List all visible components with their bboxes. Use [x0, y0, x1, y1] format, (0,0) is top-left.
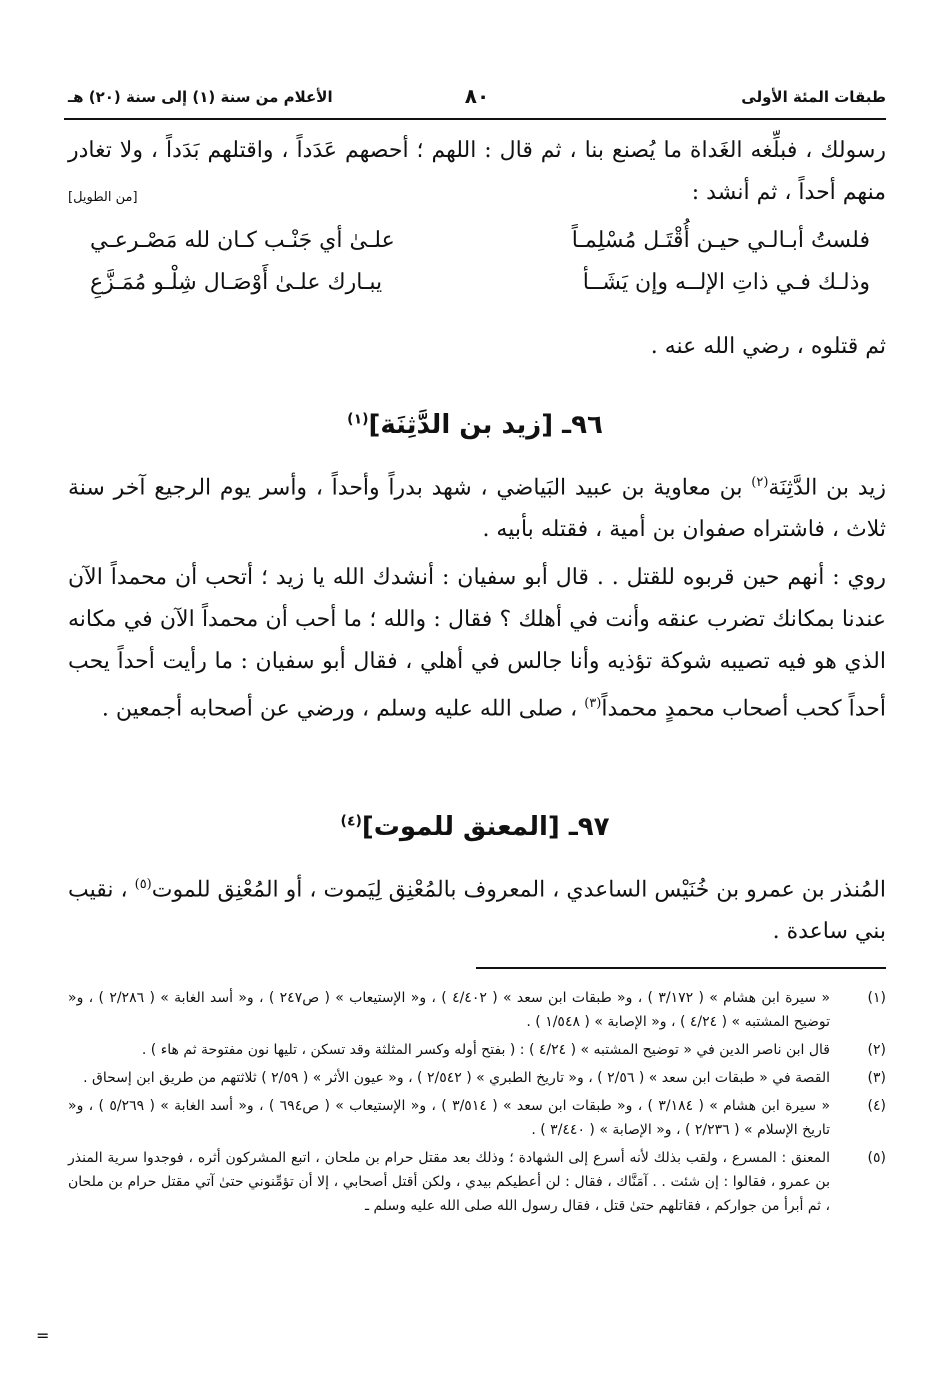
- footnote-5: [68, 1146, 886, 1218]
- footnote-number: (٢): [867, 1042, 886, 1058]
- paragraph-conclusion: ثم قتلوه ، رضي الله عنه .: [650, 334, 886, 359]
- entry-96-intro-text: بن معاوية بن عبيد البَياضي ، شهد بدراً وأحداً ، وأسر يوم الرجيع آخر سنة ثلاث ، فاشتراه صفوان بن أمية ، فقتله بأبيه .: [68, 475, 886, 543]
- footnote-text: القصة في « طبقات ابن سعد » ( ٢/٥٦ ) ، و« تاريخ الطبري » ( ٢/٥٤٢ ) ، و« عيون الأثر » ( ٢/٥٩ ) ثلاثتهم من طريق ابن إسحاق .: [83, 1070, 830, 1086]
- entry-97-intro: [68, 864, 886, 953]
- verse-1-second-hemistich: علـىٰ أي جَنْـب كـان لله مَصْـرعـي: [90, 228, 395, 253]
- margin-mark: =: [36, 1326, 50, 1345]
- header-rule: [64, 118, 886, 120]
- footnote-2: [68, 1038, 886, 1062]
- footnote-ref-5: (٥): [134, 877, 152, 892]
- footnote-ref-2: (٢): [751, 475, 769, 490]
- verse-2-second-hemistich: يبـارك علـىٰ أَوْصَـال شِلْـو مُمَـزَّعِ: [90, 270, 383, 295]
- entry-97-intro-end: ، نقيب بني ساعدة .: [68, 877, 886, 945]
- footnote-number: (٥): [867, 1150, 886, 1166]
- meter-tag: [من الطويل]: [68, 190, 138, 205]
- footnote-ref-1: (١): [347, 411, 369, 428]
- entry-96-intro-name: زيد بن الدَّثِنَة: [768, 475, 887, 501]
- footnote-text: المعنق : المسرع ، ولقب بذلك لأنه أسرع إلى الشهادة ؛ وذلك بعد مقتل حرام بن ملحان ، اتبع المشركون أثره ، فوجدوا سرية المنذر بن عمرو ، فقالوا : إن شئت . . آمَنَّاك ، فقال : لن أعطيكم بيدي ، ولكن أقتل أصحابي ، إلا أن تؤمِّنوني حتىٰ آتي مقتل حرام بن ملحان ، ثم أبرأ من جواركم ، فقاتلهم حتىٰ قتل ، فقال رسول الله صلى الله عليه وسلم ـ: [68, 1150, 830, 1214]
- entry-96-narration: [68, 557, 886, 730]
- entry-96-heading: [0, 410, 950, 440]
- paragraph-prayer: رسولك ، فبلِّغه الغَداة ما يُصنع بنا ، ثم قال : اللهم ؛ أحصهم عَدَداً ، واقتلهم بَدَداً ، ولا تغادر منهم أحداً ، ثم أنشد :: [68, 138, 886, 205]
- footnote-number: (٣): [867, 1070, 886, 1086]
- running-header: [68, 84, 886, 116]
- footnote-text: « سيرة ابن هشام » ( ٣/١٨٤ ) ، و« طبقات ابن سعد » ( ٣/٥١٤ ) ، و« الإستيعاب » ( ص٦٩٤ ) ، و« أسد الغابة » ( ٥/٢٦٩ ) ، و« تاريخ الإسلام » ( ٢/٢٣٦ ) ، و« الإصابة » ( ٣/٤٤٠ ) .: [68, 1098, 831, 1138]
- footnote-ref-4: (٤): [340, 813, 362, 830]
- verse-1-first-hemistich: فلستُ أبـالـي حيـن أُقْتَـل مُسْلِمـاً: [571, 228, 870, 253]
- footnote-1: [68, 986, 886, 1034]
- footnotes: [68, 986, 886, 1222]
- entry-97-heading: [0, 812, 950, 842]
- footnote-ref-3: (٣): [584, 696, 602, 711]
- entry-97-intro-text: المُنذر بن عمرو بن خُنَيْس الساعدي ، المعروف بالمُعْنِق لِيَموت ، أو المُعْنِق للموت: [151, 877, 886, 903]
- entry-96-intro: [68, 462, 886, 551]
- poem: [90, 228, 870, 308]
- footnote-3: [68, 1066, 886, 1090]
- entry-96-narration-text: روي : أنهم حين قربوه للقتل . . قال أبو سفيان : أنشدك الله يا زيد ؛ أتحب أن محمداً الآن عندنا بمكانك تضرب عنقه وأنت في أهلك ؟ فقال : والله ؛ ما أحب أن محمداً الآن في مكانه الذي هو فيه تصيبه شوكة تؤذيه وأنا جالس في أهلي ، فقال أبو سفيان : ما رأيت أحداً يحب أحداً كحب أصحاب محمدٍ محمداً: [68, 565, 886, 722]
- entry-96-title: ٩٦ـ [زيد بن الدَّثِنَة]: [368, 410, 603, 440]
- footnote-rule: [476, 967, 886, 969]
- verse-2-first-hemistich: وذلـك فـي ذاتِ الإلــه وإن يَشَــأ: [582, 270, 870, 295]
- footnote-4: [68, 1094, 886, 1142]
- footnote-number: (٤): [867, 1098, 886, 1114]
- header-book-title: طبقات المئة الأولى: [741, 88, 886, 106]
- page-number: ٨٠: [464, 84, 490, 108]
- entry-96-narration-end: ، صلى الله عليه وسلم ، ورضي عن أصحابه أجمعين .: [101, 696, 585, 722]
- entry-97-title: ٩٧ـ [المعنق للموت]: [361, 812, 610, 842]
- footnote-text: « سيرة ابن هشام » ( ٣/١٧٢ ) ، و« طبقات ابن سعد » ( ٤/٤٠٢ ) ، و« الإستيعاب » ( ص٢٤٧ ) ، و« أسد الغابة » ( ٢/٢٨٦ ) ، و« توضيح المشتبه » ( ٤/٢٤ ) ، و« الإصابة » ( ١/٥٤٨ ) .: [68, 990, 831, 1030]
- header-section-title: الأعلام من سنة (١) إلى سنة (٢٠) هـ: [68, 88, 333, 106]
- footnote-text: قال ابن ناصر الدين في « توضيح المشتبه » ( ٤/٢٤ ) : ( بفتح أوله وكسر المثلثة وقد تسكن ، تليها نون مفتوحة ثم هاء ) .: [141, 1042, 830, 1058]
- footnote-number: (١): [867, 990, 886, 1006]
